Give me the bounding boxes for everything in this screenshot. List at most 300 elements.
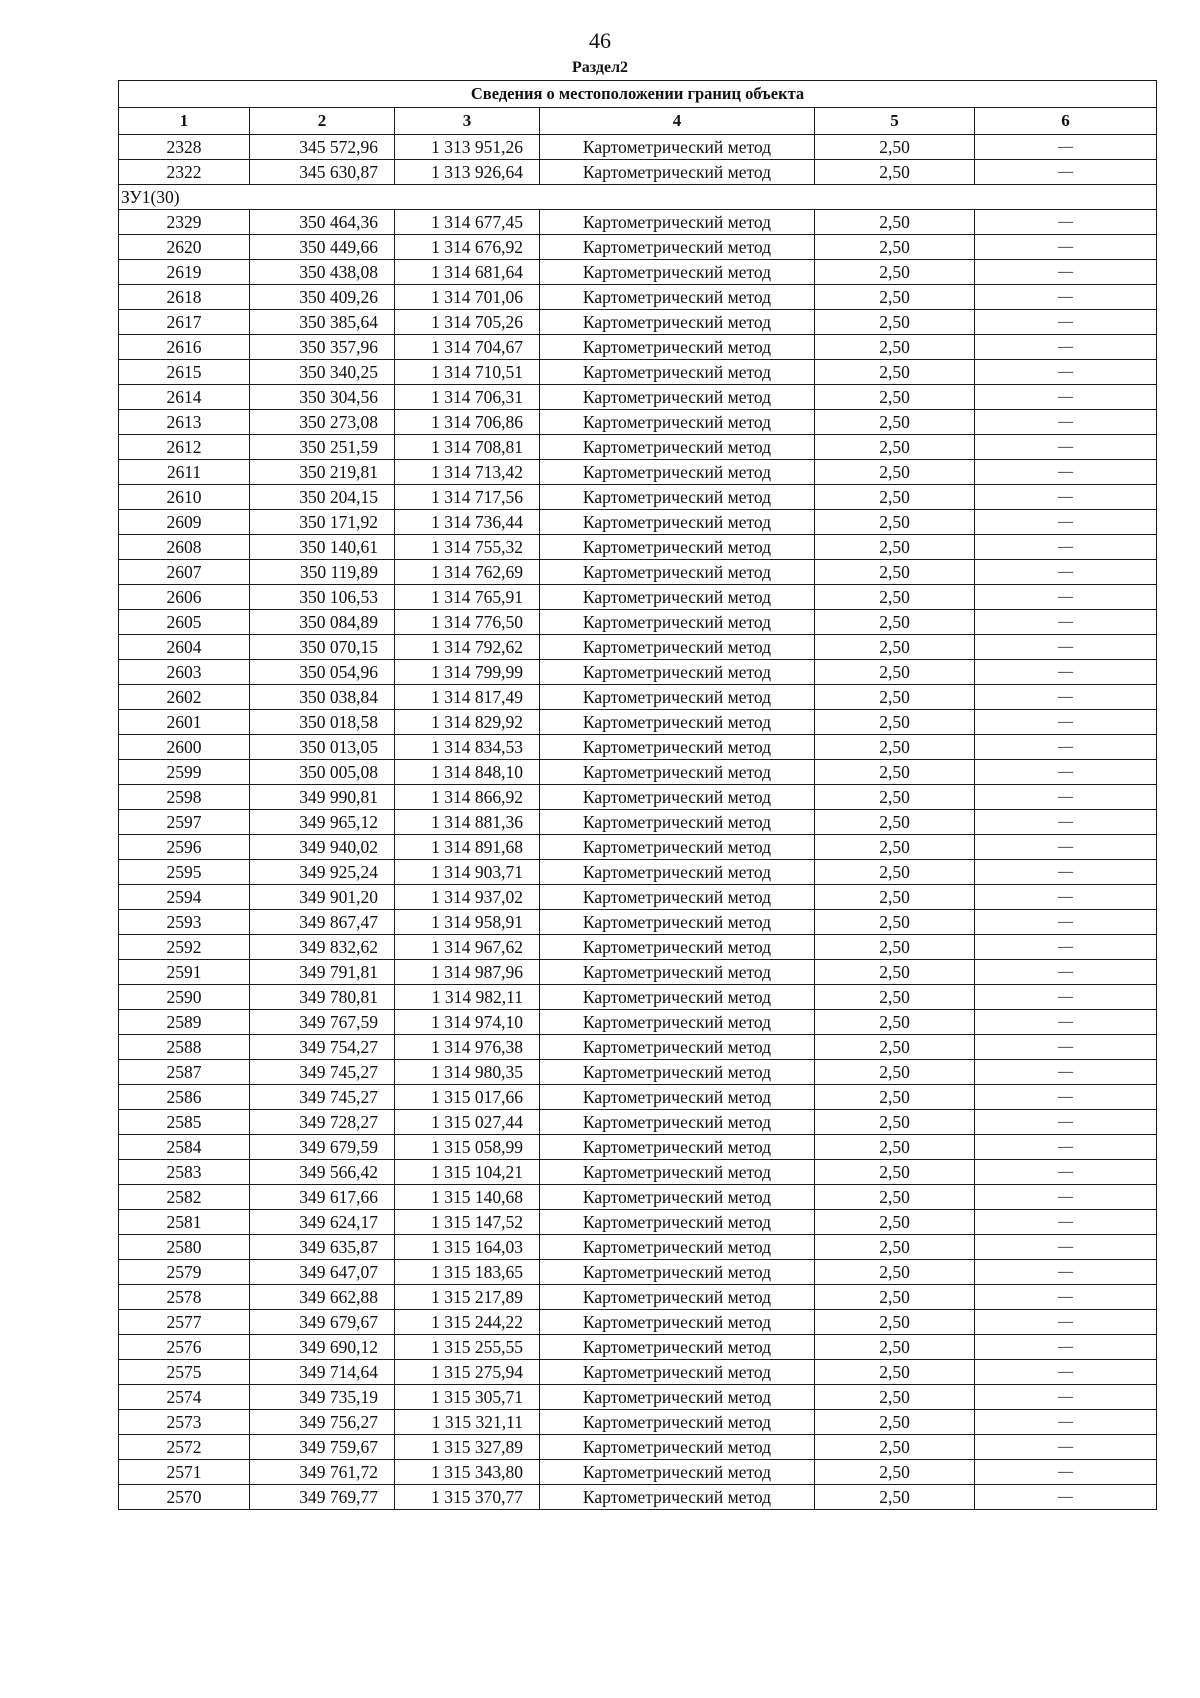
description-cell: — bbox=[975, 735, 1157, 760]
table-row bbox=[119, 860, 1157, 885]
y-coordinate-cell: 1 314 706,86 bbox=[395, 410, 540, 435]
y-coordinate-cell: 1 315 343,80 bbox=[395, 1460, 540, 1485]
method-cell: Картометрический метод bbox=[540, 235, 815, 260]
x-coordinate-cell: 350 054,96 bbox=[250, 660, 395, 685]
method-cell: Картометрический метод bbox=[540, 1410, 815, 1435]
x-coordinate-cell: 350 357,96 bbox=[250, 335, 395, 360]
description-cell: — bbox=[975, 1135, 1157, 1160]
description-cell: — bbox=[975, 910, 1157, 935]
y-coordinate-cell: 1 314 710,51 bbox=[395, 360, 540, 385]
table-row bbox=[119, 685, 1157, 710]
method-cell: Картометрический метод bbox=[540, 285, 815, 310]
table-row bbox=[119, 460, 1157, 485]
table-row bbox=[119, 1435, 1157, 1460]
method-cell: Картометрический метод bbox=[540, 1485, 815, 1510]
accuracy-cell: 2,50 bbox=[815, 1235, 975, 1260]
point-number-cell: 2600 bbox=[119, 735, 250, 760]
description-cell: — bbox=[975, 435, 1157, 460]
method-cell: Картометрический метод bbox=[540, 385, 815, 410]
x-coordinate-cell: 350 409,26 bbox=[250, 285, 395, 310]
x-coordinate-cell: 349 566,42 bbox=[250, 1160, 395, 1185]
x-coordinate-cell: 349 679,59 bbox=[250, 1135, 395, 1160]
y-coordinate-cell: 1 314 681,64 bbox=[395, 260, 540, 285]
y-coordinate-cell: 1 314 704,67 bbox=[395, 335, 540, 360]
description-cell: — bbox=[975, 385, 1157, 410]
x-coordinate-cell: 349 761,72 bbox=[250, 1460, 395, 1485]
description-cell: — bbox=[975, 260, 1157, 285]
x-coordinate-cell: 349 769,77 bbox=[250, 1485, 395, 1510]
section-title: Раздел2 bbox=[571, 59, 629, 76]
y-coordinate-cell: 1 314 799,99 bbox=[395, 660, 540, 685]
y-coordinate-cell: 1 315 183,65 bbox=[395, 1260, 540, 1285]
table-row bbox=[119, 810, 1157, 835]
y-coordinate-cell: 1 315 104,21 bbox=[395, 1160, 540, 1185]
x-coordinate-cell: 349 714,64 bbox=[250, 1360, 395, 1385]
method-cell: Картометрический метод bbox=[540, 1460, 815, 1485]
table-row bbox=[119, 135, 1157, 160]
description-cell: — bbox=[975, 585, 1157, 610]
table-row bbox=[119, 960, 1157, 985]
table-row bbox=[119, 1335, 1157, 1360]
x-coordinate-cell: 350 449,66 bbox=[250, 235, 395, 260]
y-coordinate-cell: 1 314 708,81 bbox=[395, 435, 540, 460]
table-row bbox=[119, 485, 1157, 510]
y-coordinate-cell: 1 315 027,44 bbox=[395, 1110, 540, 1135]
accuracy-cell: 2,50 bbox=[815, 760, 975, 785]
description-cell: — bbox=[975, 685, 1157, 710]
method-cell: Картометрический метод bbox=[540, 1385, 815, 1410]
method-cell: Картометрический метод bbox=[540, 960, 815, 985]
group-row bbox=[119, 185, 1157, 210]
description-cell: — bbox=[975, 1085, 1157, 1110]
table-row bbox=[119, 1310, 1157, 1335]
point-number-cell: 2607 bbox=[119, 560, 250, 585]
table-caption: Сведения о местоположении границ объекта bbox=[119, 81, 1157, 108]
method-cell: Картометрический метод bbox=[540, 610, 815, 635]
y-coordinate-cell: 1 314 755,32 bbox=[395, 535, 540, 560]
method-cell: Картометрический метод bbox=[540, 1060, 815, 1085]
method-cell: Картометрический метод bbox=[540, 585, 815, 610]
accuracy-cell: 2,50 bbox=[815, 1135, 975, 1160]
method-cell: Картометрический метод bbox=[540, 1110, 815, 1135]
accuracy-cell: 2,50 bbox=[815, 960, 975, 985]
x-coordinate-cell: 349 745,27 bbox=[250, 1060, 395, 1085]
accuracy-cell: 2,50 bbox=[815, 660, 975, 685]
point-number-cell: 2611 bbox=[119, 460, 250, 485]
table-row bbox=[119, 1360, 1157, 1385]
x-coordinate-cell: 349 901,20 bbox=[250, 885, 395, 910]
method-cell: Картометрический метод bbox=[540, 1210, 815, 1235]
description-cell: — bbox=[975, 1210, 1157, 1235]
table-row bbox=[119, 935, 1157, 960]
method-cell: Картометрический метод bbox=[540, 535, 815, 560]
method-cell: Картометрический метод bbox=[540, 635, 815, 660]
x-coordinate-cell: 349 780,81 bbox=[250, 985, 395, 1010]
accuracy-cell: 2,50 bbox=[815, 610, 975, 635]
method-cell: Картометрический метод bbox=[540, 985, 815, 1010]
table-row bbox=[119, 710, 1157, 735]
description-cell: — bbox=[975, 460, 1157, 485]
accuracy-cell: 2,50 bbox=[815, 1110, 975, 1135]
point-number-cell: 2608 bbox=[119, 535, 250, 560]
x-coordinate-cell: 350 251,59 bbox=[250, 435, 395, 460]
y-coordinate-cell: 1 315 147,52 bbox=[395, 1210, 540, 1235]
description-cell: — bbox=[975, 635, 1157, 660]
table-row bbox=[119, 585, 1157, 610]
accuracy-cell: 2,50 bbox=[815, 485, 975, 510]
x-coordinate-cell: 350 038,84 bbox=[250, 685, 395, 710]
accuracy-cell: 2,50 bbox=[815, 360, 975, 385]
y-coordinate-cell: 1 314 705,26 bbox=[395, 310, 540, 335]
y-coordinate-cell: 1 315 217,89 bbox=[395, 1285, 540, 1310]
y-coordinate-cell: 1 314 829,92 bbox=[395, 710, 540, 735]
description-cell: — bbox=[975, 935, 1157, 960]
point-number-cell: 2594 bbox=[119, 885, 250, 910]
accuracy-cell: 2,50 bbox=[815, 1210, 975, 1235]
y-coordinate-cell: 1 314 848,10 bbox=[395, 760, 540, 785]
description-cell: — bbox=[975, 135, 1157, 160]
point-number-cell: 2598 bbox=[119, 785, 250, 810]
point-number-cell: 2584 bbox=[119, 1135, 250, 1160]
description-cell: — bbox=[975, 1060, 1157, 1085]
point-number-cell: 2619 bbox=[119, 260, 250, 285]
description-cell: — bbox=[975, 335, 1157, 360]
method-cell: Картометрический метод bbox=[540, 485, 815, 510]
table-row bbox=[119, 1135, 1157, 1160]
accuracy-cell: 2,50 bbox=[815, 435, 975, 460]
column-header: 3 bbox=[395, 108, 540, 135]
y-coordinate-cell: 1 315 370,77 bbox=[395, 1485, 540, 1510]
method-cell: Картометрический метод bbox=[540, 660, 815, 685]
table-row bbox=[119, 885, 1157, 910]
method-cell: Картометрический метод bbox=[540, 835, 815, 860]
x-coordinate-cell: 350 140,61 bbox=[250, 535, 395, 560]
description-cell: — bbox=[975, 885, 1157, 910]
x-coordinate-cell: 349 990,81 bbox=[250, 785, 395, 810]
table-row bbox=[119, 1160, 1157, 1185]
accuracy-cell: 2,50 bbox=[815, 1310, 975, 1335]
method-cell: Картометрический метод bbox=[540, 260, 815, 285]
point-number-cell: 2322 bbox=[119, 160, 250, 185]
description-cell: — bbox=[975, 1410, 1157, 1435]
accuracy-cell: 2,50 bbox=[815, 860, 975, 885]
table-row bbox=[119, 560, 1157, 585]
accuracy-cell: 2,50 bbox=[815, 1260, 975, 1285]
table-row bbox=[119, 910, 1157, 935]
y-coordinate-cell: 1 315 275,94 bbox=[395, 1360, 540, 1385]
point-number-cell: 2576 bbox=[119, 1335, 250, 1360]
accuracy-cell: 2,50 bbox=[815, 1335, 975, 1360]
description-cell: — bbox=[975, 485, 1157, 510]
point-number-cell: 2329 bbox=[119, 210, 250, 235]
description-cell: — bbox=[975, 1235, 1157, 1260]
method-cell: Картометрический метод bbox=[540, 1010, 815, 1035]
column-header: 1 bbox=[119, 108, 250, 135]
table-row bbox=[119, 610, 1157, 635]
point-number-cell: 2614 bbox=[119, 385, 250, 410]
x-coordinate-cell: 345 630,87 bbox=[250, 160, 395, 185]
y-coordinate-cell: 1 314 677,45 bbox=[395, 210, 540, 235]
description-cell: — bbox=[975, 660, 1157, 685]
boundary-points-table bbox=[118, 80, 1157, 1510]
method-cell: Картометрический метод bbox=[540, 1335, 815, 1360]
y-coordinate-cell: 1 314 792,62 bbox=[395, 635, 540, 660]
x-coordinate-cell: 350 273,08 bbox=[250, 410, 395, 435]
table-row bbox=[119, 410, 1157, 435]
table-row bbox=[119, 635, 1157, 660]
point-number-cell: 2618 bbox=[119, 285, 250, 310]
point-number-cell: 2572 bbox=[119, 1435, 250, 1460]
y-coordinate-cell: 1 314 891,68 bbox=[395, 835, 540, 860]
description-cell: — bbox=[975, 1010, 1157, 1035]
accuracy-cell: 2,50 bbox=[815, 1460, 975, 1485]
description-cell: — bbox=[975, 1435, 1157, 1460]
point-number-cell: 2583 bbox=[119, 1160, 250, 1185]
method-cell: Картометрический метод bbox=[540, 160, 815, 185]
point-number-cell: 2589 bbox=[119, 1010, 250, 1035]
y-coordinate-cell: 1 315 164,03 bbox=[395, 1235, 540, 1260]
y-coordinate-cell: 1 314 866,92 bbox=[395, 785, 540, 810]
group-label: ЗУ1(30) bbox=[119, 185, 1157, 210]
x-coordinate-cell: 349 759,67 bbox=[250, 1435, 395, 1460]
description-cell: — bbox=[975, 960, 1157, 985]
accuracy-cell: 2,50 bbox=[815, 810, 975, 835]
method-cell: Картометрический метод bbox=[540, 885, 815, 910]
description-cell: — bbox=[975, 285, 1157, 310]
table-row bbox=[119, 310, 1157, 335]
point-number-cell: 2585 bbox=[119, 1110, 250, 1135]
accuracy-cell: 2,50 bbox=[815, 135, 975, 160]
method-cell: Картометрический метод bbox=[540, 1435, 815, 1460]
table-row bbox=[119, 1410, 1157, 1435]
x-coordinate-cell: 349 756,27 bbox=[250, 1410, 395, 1435]
x-coordinate-cell: 349 791,81 bbox=[250, 960, 395, 985]
accuracy-cell: 2,50 bbox=[815, 160, 975, 185]
point-number-cell: 2610 bbox=[119, 485, 250, 510]
point-number-cell: 2328 bbox=[119, 135, 250, 160]
accuracy-cell: 2,50 bbox=[815, 1410, 975, 1435]
y-coordinate-cell: 1 315 255,55 bbox=[395, 1335, 540, 1360]
accuracy-cell: 2,50 bbox=[815, 1435, 975, 1460]
description-cell: — bbox=[975, 1160, 1157, 1185]
method-cell: Картометрический метод bbox=[540, 210, 815, 235]
table-row bbox=[119, 1235, 1157, 1260]
description-cell: — bbox=[975, 610, 1157, 635]
point-number-cell: 2578 bbox=[119, 1285, 250, 1310]
method-cell: Картометрический метод bbox=[540, 335, 815, 360]
table-row bbox=[119, 1010, 1157, 1035]
y-coordinate-cell: 1 314 982,11 bbox=[395, 985, 540, 1010]
accuracy-cell: 2,50 bbox=[815, 1360, 975, 1385]
table-row bbox=[119, 385, 1157, 410]
y-coordinate-cell: 1 314 817,49 bbox=[395, 685, 540, 710]
y-coordinate-cell: 1 314 765,91 bbox=[395, 585, 540, 610]
table-row bbox=[119, 1185, 1157, 1210]
point-number-cell: 2590 bbox=[119, 985, 250, 1010]
table-row bbox=[119, 1210, 1157, 1235]
method-cell: Картометрический метод bbox=[540, 1185, 815, 1210]
x-coordinate-cell: 350 219,81 bbox=[250, 460, 395, 485]
description-cell: — bbox=[975, 1360, 1157, 1385]
method-cell: Картометрический метод bbox=[540, 360, 815, 385]
method-cell: Картометрический метод bbox=[540, 310, 815, 335]
table-caption-row bbox=[119, 81, 1157, 108]
x-coordinate-cell: 349 735,19 bbox=[250, 1385, 395, 1410]
point-number-cell: 2586 bbox=[119, 1085, 250, 1110]
x-coordinate-cell: 349 679,67 bbox=[250, 1310, 395, 1335]
table-row bbox=[119, 335, 1157, 360]
accuracy-cell: 2,50 bbox=[815, 1085, 975, 1110]
y-coordinate-cell: 1 315 140,68 bbox=[395, 1185, 540, 1210]
description-cell: — bbox=[975, 310, 1157, 335]
y-coordinate-cell: 1 314 713,42 bbox=[395, 460, 540, 485]
x-coordinate-cell: 349 867,47 bbox=[250, 910, 395, 935]
point-number-cell: 2587 bbox=[119, 1060, 250, 1085]
description-cell: — bbox=[975, 810, 1157, 835]
y-coordinate-cell: 1 314 976,38 bbox=[395, 1035, 540, 1060]
description-cell: — bbox=[975, 1460, 1157, 1485]
point-number-cell: 2601 bbox=[119, 710, 250, 735]
x-coordinate-cell: 345 572,96 bbox=[250, 135, 395, 160]
accuracy-cell: 2,50 bbox=[815, 585, 975, 610]
accuracy-cell: 2,50 bbox=[815, 560, 975, 585]
x-coordinate-cell: 349 635,87 bbox=[250, 1235, 395, 1260]
column-header: 4 bbox=[540, 108, 815, 135]
description-cell: — bbox=[975, 1260, 1157, 1285]
accuracy-cell: 2,50 bbox=[815, 710, 975, 735]
table-row bbox=[119, 1110, 1157, 1135]
description-cell: — bbox=[975, 410, 1157, 435]
point-number-cell: 2571 bbox=[119, 1460, 250, 1485]
method-cell: Картометрический метод bbox=[540, 560, 815, 585]
y-coordinate-cell: 1 314 903,71 bbox=[395, 860, 540, 885]
accuracy-cell: 2,50 bbox=[815, 1010, 975, 1035]
table-row bbox=[119, 210, 1157, 235]
y-coordinate-cell: 1 314 736,44 bbox=[395, 510, 540, 535]
y-coordinate-cell: 1 314 701,06 bbox=[395, 285, 540, 310]
point-number-cell: 2582 bbox=[119, 1185, 250, 1210]
x-coordinate-cell: 349 965,12 bbox=[250, 810, 395, 835]
description-cell: — bbox=[975, 985, 1157, 1010]
y-coordinate-cell: 1 313 926,64 bbox=[395, 160, 540, 185]
point-number-cell: 2597 bbox=[119, 810, 250, 835]
accuracy-cell: 2,50 bbox=[815, 235, 975, 260]
point-number-cell: 2570 bbox=[119, 1485, 250, 1510]
accuracy-cell: 2,50 bbox=[815, 335, 975, 360]
x-coordinate-cell: 349 767,59 bbox=[250, 1010, 395, 1035]
description-cell: — bbox=[975, 535, 1157, 560]
method-cell: Картометрический метод bbox=[540, 1260, 815, 1285]
x-coordinate-cell: 350 340,25 bbox=[250, 360, 395, 385]
x-coordinate-cell: 350 119,89 bbox=[250, 560, 395, 585]
accuracy-cell: 2,50 bbox=[815, 385, 975, 410]
x-coordinate-cell: 349 662,88 bbox=[250, 1285, 395, 1310]
accuracy-cell: 2,50 bbox=[815, 635, 975, 660]
description-cell: — bbox=[975, 835, 1157, 860]
accuracy-cell: 2,50 bbox=[815, 510, 975, 535]
x-coordinate-cell: 350 204,15 bbox=[250, 485, 395, 510]
x-coordinate-cell: 350 464,36 bbox=[250, 210, 395, 235]
y-coordinate-cell: 1 314 980,35 bbox=[395, 1060, 540, 1085]
point-number-cell: 2579 bbox=[119, 1260, 250, 1285]
table-row bbox=[119, 1260, 1157, 1285]
y-coordinate-cell: 1 315 017,66 bbox=[395, 1085, 540, 1110]
table-row bbox=[119, 835, 1157, 860]
description-cell: — bbox=[975, 1310, 1157, 1335]
y-coordinate-cell: 1 314 776,50 bbox=[395, 610, 540, 635]
method-cell: Картометрический метод bbox=[540, 410, 815, 435]
x-coordinate-cell: 349 925,24 bbox=[250, 860, 395, 885]
point-number-cell: 2591 bbox=[119, 960, 250, 985]
x-coordinate-cell: 350 018,58 bbox=[250, 710, 395, 735]
accuracy-cell: 2,50 bbox=[815, 535, 975, 560]
description-cell: — bbox=[975, 560, 1157, 585]
description-cell: — bbox=[975, 1035, 1157, 1060]
method-cell: Картометрический метод bbox=[540, 510, 815, 535]
y-coordinate-cell: 1 314 881,36 bbox=[395, 810, 540, 835]
table-row bbox=[119, 435, 1157, 460]
point-number-cell: 2593 bbox=[119, 910, 250, 935]
accuracy-cell: 2,50 bbox=[815, 460, 975, 485]
accuracy-cell: 2,50 bbox=[815, 735, 975, 760]
y-coordinate-cell: 1 314 987,96 bbox=[395, 960, 540, 985]
y-coordinate-cell: 1 314 974,10 bbox=[395, 1010, 540, 1035]
table-row bbox=[119, 1385, 1157, 1410]
accuracy-cell: 2,50 bbox=[815, 310, 975, 335]
method-cell: Картометрический метод bbox=[540, 1310, 815, 1335]
table-row bbox=[119, 160, 1157, 185]
x-coordinate-cell: 349 832,62 bbox=[250, 935, 395, 960]
accuracy-cell: 2,50 bbox=[815, 1485, 975, 1510]
table-row bbox=[119, 760, 1157, 785]
point-number-cell: 2616 bbox=[119, 335, 250, 360]
table-row bbox=[119, 735, 1157, 760]
x-coordinate-cell: 350 304,56 bbox=[250, 385, 395, 410]
description-cell: — bbox=[975, 1110, 1157, 1135]
table-row bbox=[119, 1285, 1157, 1310]
accuracy-cell: 2,50 bbox=[815, 885, 975, 910]
accuracy-cell: 2,50 bbox=[815, 685, 975, 710]
description-cell: — bbox=[975, 1485, 1157, 1510]
x-coordinate-cell: 349 690,12 bbox=[250, 1335, 395, 1360]
point-number-cell: 2577 bbox=[119, 1310, 250, 1335]
method-cell: Картометрический метод bbox=[540, 1035, 815, 1060]
x-coordinate-cell: 350 106,53 bbox=[250, 585, 395, 610]
x-coordinate-cell: 349 617,66 bbox=[250, 1185, 395, 1210]
y-coordinate-cell: 1 314 676,92 bbox=[395, 235, 540, 260]
point-number-cell: 2581 bbox=[119, 1210, 250, 1235]
point-number-cell: 2573 bbox=[119, 1410, 250, 1435]
table-row bbox=[119, 360, 1157, 385]
method-cell: Картометрический метод bbox=[540, 1160, 815, 1185]
description-cell: — bbox=[975, 860, 1157, 885]
point-number-cell: 2617 bbox=[119, 310, 250, 335]
accuracy-cell: 2,50 bbox=[815, 1285, 975, 1310]
accuracy-cell: 2,50 bbox=[815, 785, 975, 810]
page-number: 46 bbox=[589, 28, 611, 53]
point-number-cell: 2574 bbox=[119, 1385, 250, 1410]
method-cell: Картометрический метод bbox=[540, 135, 815, 160]
x-coordinate-cell: 350 385,64 bbox=[250, 310, 395, 335]
accuracy-cell: 2,50 bbox=[815, 260, 975, 285]
x-coordinate-cell: 350 084,89 bbox=[250, 610, 395, 635]
y-coordinate-cell: 1 315 244,22 bbox=[395, 1310, 540, 1335]
table-row bbox=[119, 1085, 1157, 1110]
table-row bbox=[119, 535, 1157, 560]
point-number-cell: 2606 bbox=[119, 585, 250, 610]
table-row bbox=[119, 235, 1157, 260]
description-cell: — bbox=[975, 1385, 1157, 1410]
